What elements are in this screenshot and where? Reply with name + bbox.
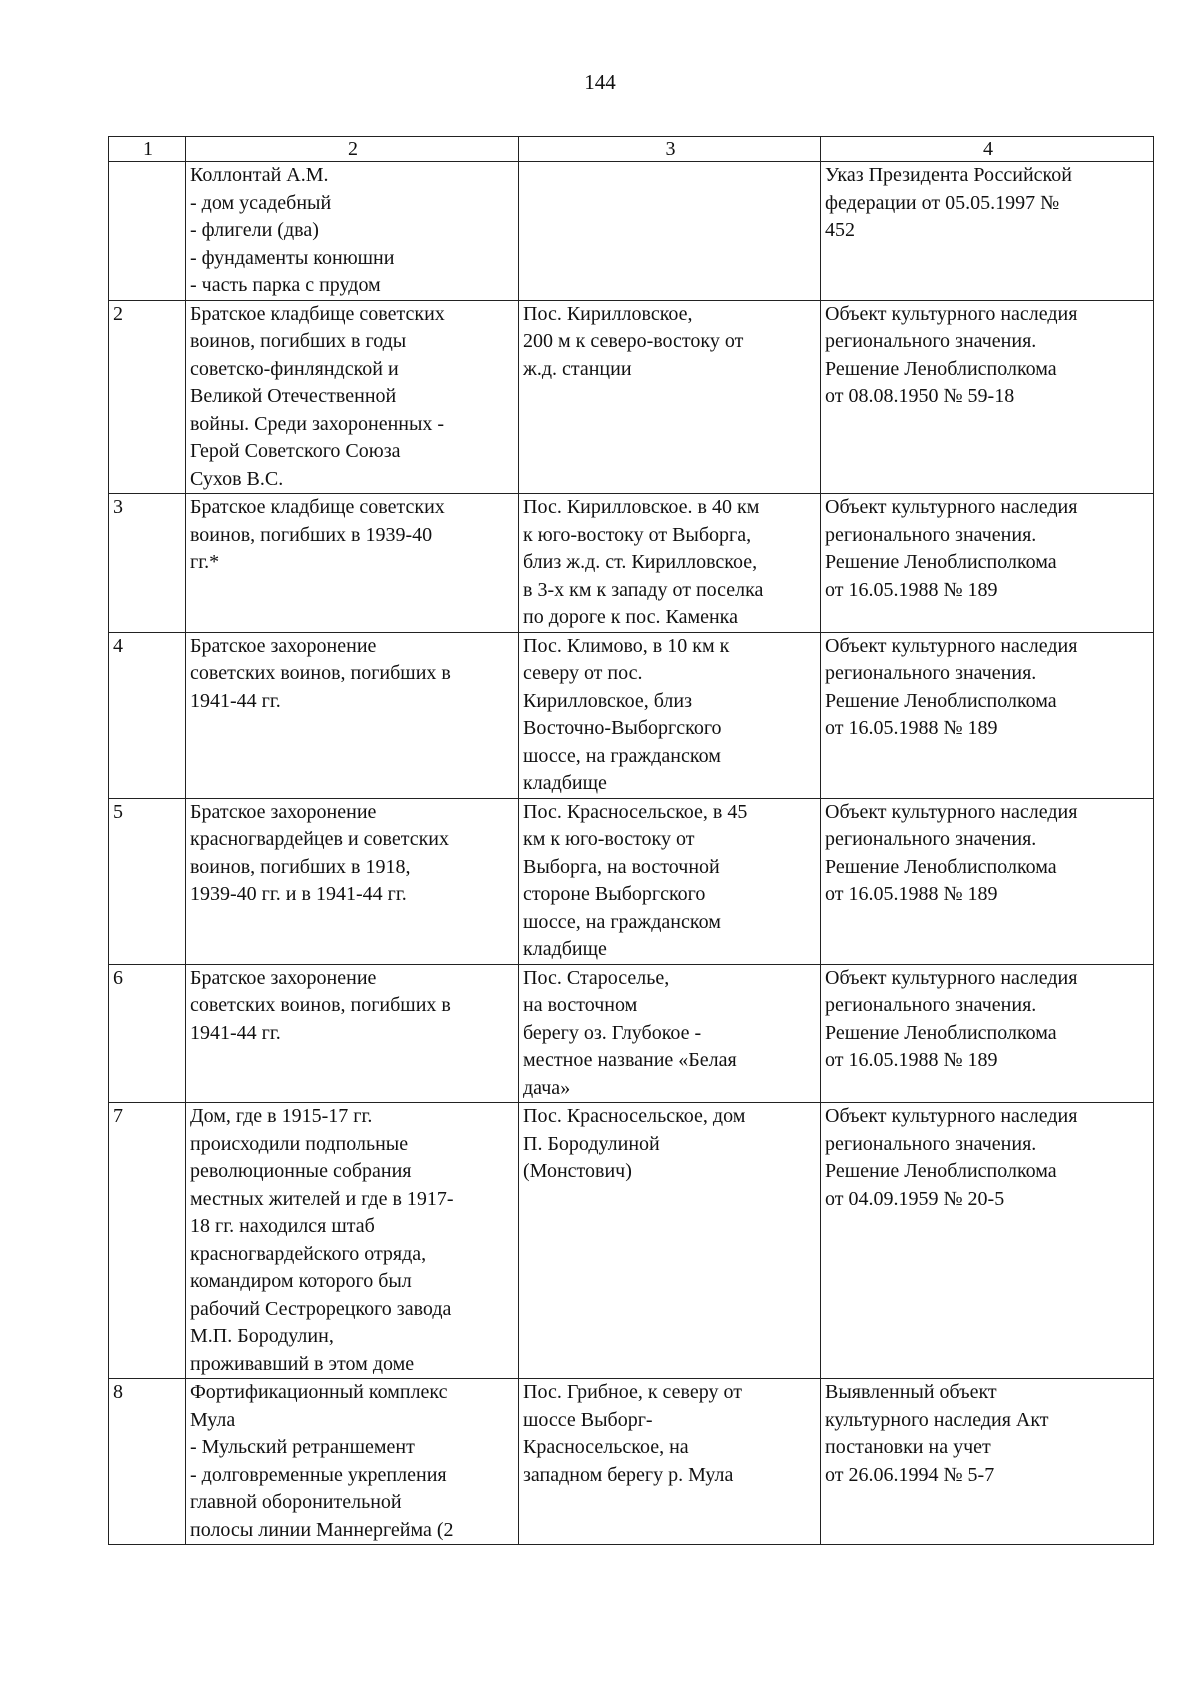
heritage-table: [108, 136, 1154, 1545]
cell-line: от 16.05.1988 № 189: [825, 1049, 998, 1071]
cell-line: 200 м к северо-востоку от: [523, 330, 744, 352]
cell-line: Братское кладбище советских: [190, 496, 445, 518]
cell-line: воинов, погибших в 1918,: [190, 855, 411, 878]
cell-line: местных жителей и где в 1917-: [190, 1187, 454, 1210]
cell-number: 2: [109, 300, 186, 494]
cell-line: гг.*: [190, 551, 220, 573]
cell-object-name: [186, 964, 519, 1103]
cell-line: Братское захоронение: [190, 800, 377, 823]
column-header-4: 4: [821, 137, 1154, 162]
cell-line: Фортификационный комплекс: [190, 1381, 448, 1403]
cell-line: 1939-40 гг. и в 1941-44 гг.: [190, 883, 407, 905]
cell-line: Герой Советского Союза: [190, 440, 401, 462]
cell-document: [821, 1103, 1154, 1379]
cell-line: Сухов В.С.: [190, 467, 284, 490]
cell-location: [519, 964, 821, 1103]
table-body: [109, 162, 1154, 1545]
cell-number: 5: [109, 798, 186, 964]
cell-line: Пос. Староселье,: [523, 966, 670, 989]
header-row: [109, 137, 1154, 162]
cell-line: Дом, где в 1915-17 гг.: [190, 1105, 373, 1127]
cell-line: рабочий Сестрорецкого завода: [190, 1297, 452, 1320]
cell-line: дача»: [523, 1076, 571, 1099]
cell-line: Пос. Климово, в 10 км к: [523, 634, 730, 657]
cell-line: Братское кладбище советских: [190, 302, 445, 325]
cell-line: от 26.06.1994 № 5-7: [825, 1463, 995, 1486]
cell-number: 8: [109, 1379, 186, 1545]
cell-document: [821, 494, 1154, 633]
cell-line: Указ Президента Российской: [825, 164, 1072, 186]
cell-line: федерации от 05.05.1997 №: [825, 191, 1060, 214]
cell-line: П. Бородулиной: [523, 1132, 660, 1155]
column-header-1: 1: [109, 137, 186, 162]
cell-line: шоссе, на гражданском: [523, 744, 721, 767]
table-row: [109, 632, 1154, 798]
cell-line: постановки на учет: [825, 1436, 991, 1458]
cell-line: Пос. Красносельское, в 45: [523, 800, 748, 823]
cell-line: происходили подпольные: [190, 1132, 409, 1155]
cell-line: воинов, погибших в 1939-40: [190, 523, 433, 546]
cell-line: регионального значения.: [825, 330, 1037, 352]
cell-line: командиром которого был: [190, 1270, 412, 1292]
cell-line: войны. Среди захороненных -: [190, 412, 445, 435]
cell-line: культурного наследия Акт: [825, 1408, 1049, 1431]
cell-line: проживавший в этом доме: [190, 1352, 415, 1375]
cell-number: 3: [109, 494, 186, 633]
cell-document: [821, 798, 1154, 964]
cell-line: Объект культурного наследия: [825, 302, 1078, 325]
cell-line: по дороге к пос. Каменка: [523, 606, 738, 628]
table-row: [109, 494, 1154, 633]
cell-number: 7: [109, 1103, 186, 1379]
cell-line: Решение Леноблисполкома: [825, 357, 1057, 380]
cell-line: Пос. Кирилловское. в 40 км: [523, 496, 760, 518]
cell-line: от 04.09.1959 № 20-5: [825, 1187, 1005, 1210]
cell-line: главной оборонительной: [190, 1491, 402, 1513]
cell-document: [821, 300, 1154, 494]
cell-line: на восточном: [523, 994, 638, 1016]
table-row: [109, 1379, 1154, 1545]
table-row: [109, 300, 1154, 494]
cell-line: - дом усадебный: [190, 191, 332, 214]
cell-line: Восточно-Выборгского: [523, 717, 722, 739]
cell-location: [519, 1379, 821, 1545]
cell-line: от 16.05.1988 № 189: [825, 883, 998, 905]
cell-line: км к юго-востоку от: [523, 828, 695, 850]
cell-document: [821, 632, 1154, 798]
cell-line: красногвардейского отряда,: [190, 1242, 427, 1265]
cell-line: полосы линии Маннергейма (2: [190, 1518, 454, 1541]
cell-line: кладбище: [523, 772, 607, 794]
cell-line: Красносельское, на: [523, 1436, 689, 1458]
cell-line: Великой Отечественной: [190, 385, 397, 407]
cell-line: берегу оз. Глубокое -: [523, 1021, 702, 1044]
cell-number: [109, 162, 186, 301]
cell-document: [821, 162, 1154, 301]
cell-line: Решение Леноблисполкома: [825, 1160, 1057, 1182]
cell-line: Выявленный объект: [825, 1381, 997, 1403]
table-row: [109, 798, 1154, 964]
cell-line: регионального значения.: [825, 662, 1037, 684]
cell-line: к юго-востоку от Выборга,: [523, 523, 752, 546]
cell-line: шоссе Выборг-: [523, 1408, 653, 1431]
cell-document: [821, 1379, 1154, 1545]
cell-line: Решение Леноблисполкома: [825, 1021, 1057, 1044]
cell-line: 452: [825, 219, 855, 241]
cell-line: регионального значения.: [825, 1132, 1037, 1155]
cell-line: воинов, погибших в годы: [190, 330, 407, 352]
cell-number: 4: [109, 632, 186, 798]
cell-line: - флигели (два): [190, 219, 319, 241]
cell-line: шоссе, на гражданском: [523, 910, 721, 933]
cell-line: Объект культурного наследия: [825, 800, 1078, 823]
cell-line: Пос. Грибное, к северу от: [523, 1381, 742, 1403]
cell-line: 1941-44 гг.: [190, 689, 281, 712]
cell-line: М.П. Бородулин,: [190, 1325, 334, 1347]
cell-location: [519, 632, 821, 798]
cell-line: от 16.05.1988 № 189: [825, 717, 998, 739]
cell-line: - долговременные укрепления: [190, 1463, 447, 1486]
cell-line: местное название «Белая: [523, 1049, 737, 1071]
cell-line: Решение Леноблисполкома: [825, 689, 1057, 712]
cell-object-name: [186, 1103, 519, 1379]
cell-line: советско-финляндской и: [190, 357, 399, 380]
cell-line: советских воинов, погибших в: [190, 662, 451, 684]
table-row: [109, 162, 1154, 301]
cell-object-name: [186, 162, 519, 301]
cell-line: стороне Выборгского: [523, 883, 706, 905]
cell-object-name: [186, 300, 519, 494]
cell-line: от 08.08.1950 № 59-18: [825, 385, 1015, 407]
cell-line: 18 гг. находился штаб: [190, 1215, 375, 1237]
cell-line: - часть парка с прудом: [190, 274, 381, 296]
cell-object-name: [186, 494, 519, 633]
table-row: [109, 964, 1154, 1103]
cell-line: Объект культурного наследия: [825, 966, 1078, 989]
cell-line: западном берегу р. Мула: [523, 1463, 734, 1486]
cell-line: - фундаменты конюшни: [190, 246, 395, 269]
cell-line: близ ж.д. ст. Кирилловское,: [523, 551, 758, 573]
cell-line: Решение Леноблисполкома: [825, 855, 1057, 878]
cell-line: Объект культурного наследия: [825, 634, 1078, 657]
cell-line: регионального значения.: [825, 828, 1037, 850]
cell-object-name: [186, 798, 519, 964]
cell-line: ж.д. станции: [523, 357, 632, 380]
column-header-3: 3: [519, 137, 821, 162]
cell-object-name: [186, 1379, 519, 1545]
cell-line: регионального значения.: [825, 994, 1037, 1016]
cell-location: [519, 1103, 821, 1379]
cell-line: 1941-44 гг.: [190, 1021, 281, 1044]
cell-location: [519, 300, 821, 494]
cell-line: революционные собрания: [190, 1160, 412, 1182]
cell-location: [519, 494, 821, 633]
cell-line: Кирилловское, близ: [523, 689, 692, 712]
cell-line: регионального значения.: [825, 523, 1037, 546]
column-header-2: 2: [186, 137, 519, 162]
cell-location: [519, 798, 821, 964]
cell-line: Братское захоронение: [190, 966, 377, 989]
cell-location: [519, 162, 821, 301]
cell-line: советских воинов, погибших в: [190, 994, 451, 1016]
page-number: 144: [584, 70, 616, 94]
cell-line: Мула: [190, 1408, 236, 1431]
cell-line: - Мульский ретраншемент: [190, 1436, 415, 1458]
cell-object-name: [186, 632, 519, 798]
cell-line: северу от пос.: [523, 662, 643, 684]
table-row: [109, 1103, 1154, 1379]
cell-line: Пос. Красносельское, дом: [523, 1105, 746, 1127]
cell-line: Объект культурного наследия: [825, 496, 1078, 518]
cell-line: Решение Леноблисполкома: [825, 551, 1057, 573]
cell-line: Коллонтай А.М.: [190, 164, 329, 186]
cell-line: Братское захоронение: [190, 634, 377, 657]
cell-line: Пос. Кирилловское,: [523, 302, 693, 325]
cell-line: Выборга, на восточной: [523, 855, 720, 878]
cell-line: от 16.05.1988 № 189: [825, 578, 998, 601]
cell-line: красногвардейцев и советских: [190, 828, 450, 850]
cell-document: [821, 964, 1154, 1103]
cell-line: (Монстович): [523, 1160, 632, 1182]
cell-line: кладбище: [523, 938, 607, 960]
cell-line: Объект культурного наследия: [825, 1105, 1078, 1127]
cell-line: в 3-х км к западу от поселка: [523, 578, 764, 601]
cell-number: 6: [109, 964, 186, 1103]
